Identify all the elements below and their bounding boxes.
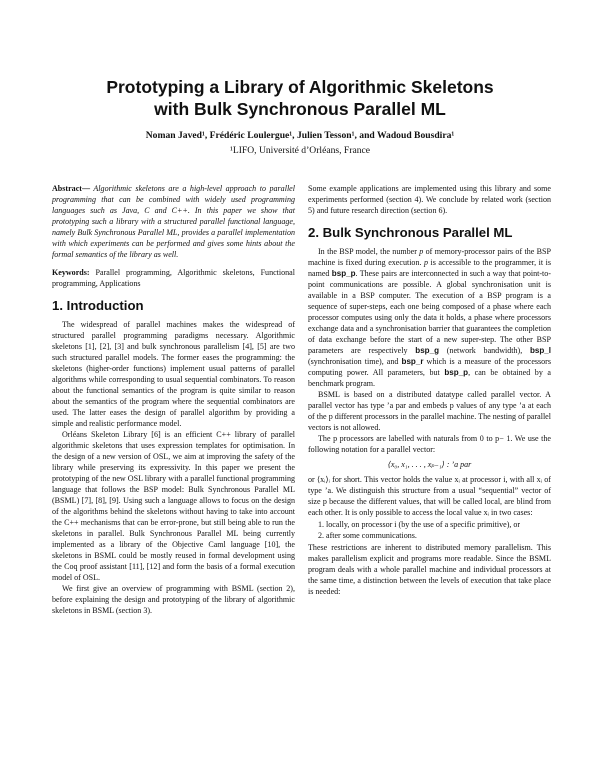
bsml-paragraph-3: The p processors are labelled with naturals from 0 to p− 1. We use the following notation for a parallel vector:	[308, 434, 551, 454]
intro-paragraph-3: We first give an overview of programming with BSML (section 2), before explaining the design and prototyping of the library of algorithmic skeletons in BSML (section 3).	[52, 584, 295, 615]
code-term: bsp_p	[331, 269, 356, 278]
intro-paragraph-1: The widespread of parallel machines makes the widespread of structured parallel programming paradigms necessary. Algorithmic skeletons [1], [2], [3] and bulk synchronous parallelism [4], [5] are two such structured parallel models. The former eases the programming: the skeletons (higher-order functions) implement usual patterns of parallel algorithms while corresponding to usual sequential combinators. To reason about the functional semantics of the program is quite similar to reason about the semantics of the program where the sequential combinators are used. The latter eases the design of parallel algorithm by providing a simple and realistic performance model.	[52, 320, 295, 428]
keywords-label: Keywords:	[52, 268, 90, 277]
code-term: bsp_l	[529, 346, 552, 355]
text-run: which is a measure of the processors computing power. All parameters, but	[308, 357, 551, 377]
title-line-1: Prototyping a Library of Algorithmic Skeletons	[106, 77, 494, 97]
text-run: of memory-processor pairs of the BSP machine is fixed during execution.	[308, 247, 551, 267]
bsml-paragraph-4: or ⟨xᵢ⟩ᵢ for short. This vector holds the value xᵢ at processor i, with all xᵢ of type ’a. We distinguish this structure from a usual “sequential” vector of size p because the different values, that will be called local, are blind from each other. It is only possible to access the local value xᵢ in two cases:	[308, 475, 551, 517]
code-term: bsp_g	[415, 346, 439, 355]
parallel-vector-formula: ⟨x₀, x₁, . . . , xₚ₋₁⟩ : ’a par	[387, 460, 472, 469]
keywords-text: Parallel programming, Algorithmic skeletons, Functional programming, Applications	[52, 268, 295, 288]
code-term: bsp_r	[401, 357, 424, 366]
keywords	[52, 267, 295, 289]
affiliation: ¹LIFO, Université d’Orléans, France	[229, 145, 371, 156]
access-cases-list	[308, 519, 551, 541]
intro-continued: Some example applications are implemented using this library and some experiments performed (section 4). We conclude by related work (section 5) and future research direction (section 6).	[308, 184, 551, 215]
right-column	[308, 183, 551, 597]
bsml-paragraph-1	[308, 246, 551, 389]
text-run: (network bandwidth),	[438, 346, 530, 355]
authors: Noman Javed¹, Frédéric Loulergue¹, Julien Tesson¹, and Wadoud Bousdira¹	[145, 130, 455, 141]
bsml-paragraph-2: BSML is based on a distributed datatype called parallel vector. A parallel vector has type ’a par and embeds p values of any type ’a at each of the p different processors in the parallel machine. The nesting of parallel vectors is not allowed.	[308, 390, 551, 432]
text-run: . These pairs are interconnected in such a way that point-to-point communications are possible. A global synchronisation unit is available in a BSP computer. The execution of a BSP program is a sequence of super-steps, each one being composed of a phase where each processor computes using only the data it holds, a phase where processors exchange data and a synchronisation barrier that guarantees the completion of data exchange before the start of a new super-step. The other BSP parameters are respectively	[308, 269, 551, 355]
access-case-1: 1. locally, on processor i (by the use of a specific primitive), or	[326, 519, 551, 530]
math-var: p	[419, 247, 424, 256]
text-run: , can be obtained by a benchmark program.	[308, 368, 551, 388]
paper-title	[0, 76, 600, 120]
left-column	[52, 183, 295, 616]
abstract-text: Algorithmic skeletons are a high-level approach to parallel programming that can be combined with widely used programming languages such as Java, C and C++. In this paper we show that prototyping such a library with a structured parallel functional language, namely Bulk Synchronous Parallel ML, provides a parallel implementation with which experiments can be performed and gives some hints about the formal semantics of the library as well.	[52, 184, 295, 259]
math-var: p	[424, 258, 429, 267]
text-run: is accessible to the programmer, it is named	[308, 258, 551, 278]
text-run: (synchronisation time), and	[308, 357, 402, 366]
abstract-label: Abstract—	[52, 184, 90, 193]
code-term: bsp_p	[444, 368, 469, 377]
bsml-heading: 2. Bulk Synchronous Parallel ML	[308, 225, 513, 240]
bsml-paragraph-5: These restrictions are inherent to distributed memory parallelism. This makes parallelism explicit and programs more readable. Since the BSML program deals with a whole parallel machine and individual processors at the same time, a distinction between the levels of execution that take place is needed:	[308, 543, 551, 596]
title-line-2: with Bulk Synchronous Parallel ML	[154, 99, 446, 119]
abstract	[52, 183, 295, 260]
intro-heading: 1. Introduction	[52, 298, 144, 313]
access-case-2: 2. after some communications.	[326, 530, 551, 541]
text-run: In the BSP model, the number	[318, 247, 420, 256]
intro-paragraph-2: Orléans Skeleton Library [6] is an efficient C++ library of parallel algorithmic skeletons that uses expression templates for optimisation. In the design of a new version of OSL, we aim at improving the safety of the library while preserving its expressivity. In this paper we present the prototyping of the new OSL library with a parallel functional programming language that follows the BSP model: Bulk Synchronous Parallel ML (BSML) [7], [8], [9]. Using such a language allows to focus on the design of the algorithms behind the skeletons without having to take into account the C++ mechanisms that can be error-prone, but still being able to run the skeletons in parallel. Bulk Synchronous Parallel ML being currently implemented as a library of the Objective Caml language [10], the skeletons in BSML could be mostly reused in formal development using the Coq proof assistant [11], [12] and form the basis of a formal execution model of OSL.	[52, 430, 295, 582]
